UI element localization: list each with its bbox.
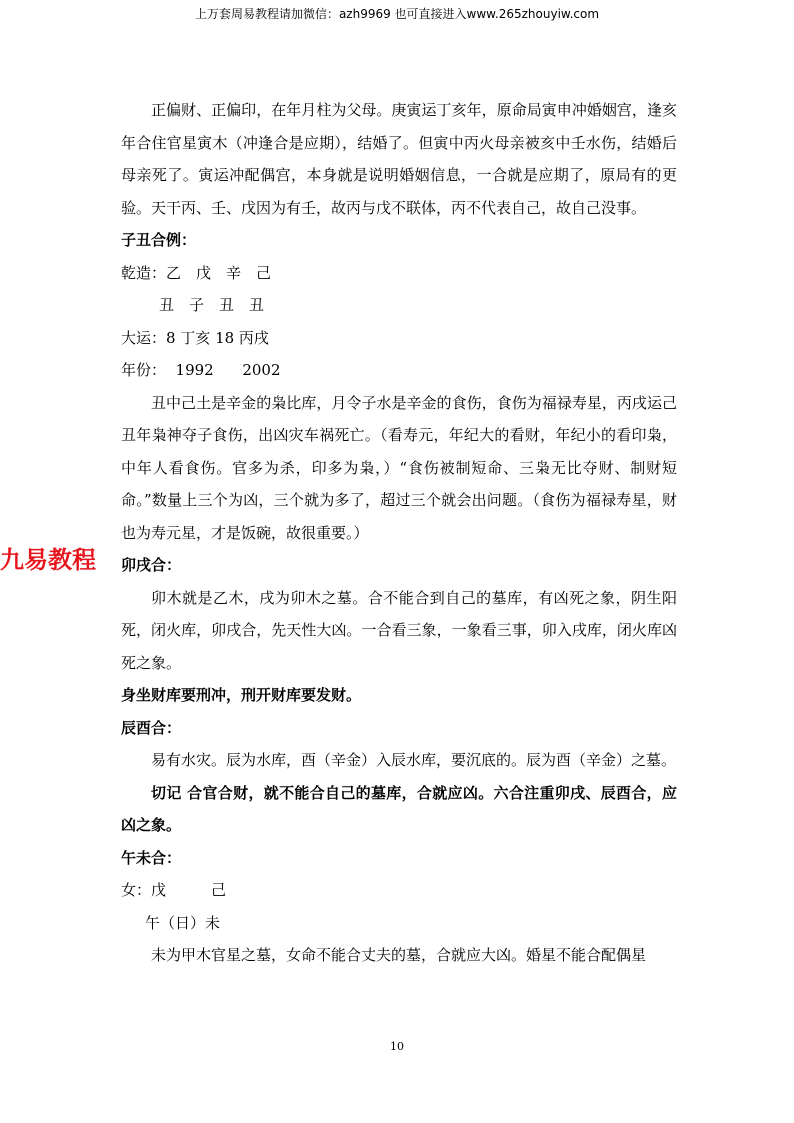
section-heading: 午未合： — [121, 848, 182, 867]
dayun-line: 大运：8 丁亥 18 丙戌 — [121, 328, 269, 347]
watermark-logo: 九易教程 — [0, 546, 96, 574]
paragraph: 未为甲木官星之墓，女命不能合丈夫的墓，合就应大凶。婚星不能合配偶星 — [151, 946, 647, 964]
document-body — [121, 94, 677, 972]
paragraph: 丑中己土是辛金的枭比库，月令子水是辛金的食伤，食伤为福禄寿星，丙戌运己丑年枭神夺子食伤，出凶灾车祸死亡。（看寿元，年纪大的看财，年纪小的看印枭，中年人看食伤。官多为杀，印多为枭，）“食伤被制短命、三枭无比夺财、制财短命。”数量上三个为凶，三个就为多了，超过三个就会出问题。（食伤为福禄寿星，财也为寿元星，才是饭碗，故很重要。） — [121, 393, 677, 542]
year-line: 年份： 1992 2002 — [121, 361, 281, 379]
section-heading: 辰酉合： — [121, 718, 182, 737]
chart-line: 女：戊 己 — [121, 881, 227, 899]
chart-line: 午（日）未 — [145, 913, 221, 932]
paragraph: 卯木就是乙木，戌为卯木之墓。合不能合到自己的墓库，有凶死之象，阴生阳死，闭火库，卯戌合，先天性大凶。一合看三象，一象看三事，卯入戌库，闭火库凶死之象。 — [121, 588, 677, 672]
bold-paragraph: 切记 合官合财，就不能合自己的墓库，合就应凶。六合注重卯戌、辰酉合，应凶之象。 — [121, 783, 677, 834]
chart-line: 丑 子 丑 丑 — [159, 296, 265, 314]
page-header: 上万套周易教程请加微信：azh9969 也可直接进入www.265zhouyiw.com — [194, 7, 600, 21]
paragraph: 易有水灾。辰为水库，酉（辛金）入辰水库，要沉底的。辰为酉（辛金）之墓。 — [151, 751, 677, 769]
section-heading: 卯戌合： — [121, 556, 182, 574]
paragraph: 正偏财、正偏印，在年月柱为父母。庚寅运丁亥年，原命局寅申冲婚姻宫，逢亥年合住官星寅木（冲逢合是应期），结婚了。但寅中丙火母亲被亥中壬水伤，结婚后母亲死了。寅运冲配偶宫，本身就是说明婚姻信息，一合就是应期了，原局有的更验。天干丙、壬、戊因为有壬，故丙与戊不联体，丙不代表自己，故自己没事。 — [121, 101, 677, 217]
section-heading: 子丑合例： — [121, 231, 197, 249]
bold-statement: 身坐财库要刑冲，刑开财库要发财。 — [121, 686, 362, 704]
page-number: 10 — [390, 1040, 404, 1053]
chart-line: 乾造：乙 戊 辛 己 — [121, 263, 272, 282]
